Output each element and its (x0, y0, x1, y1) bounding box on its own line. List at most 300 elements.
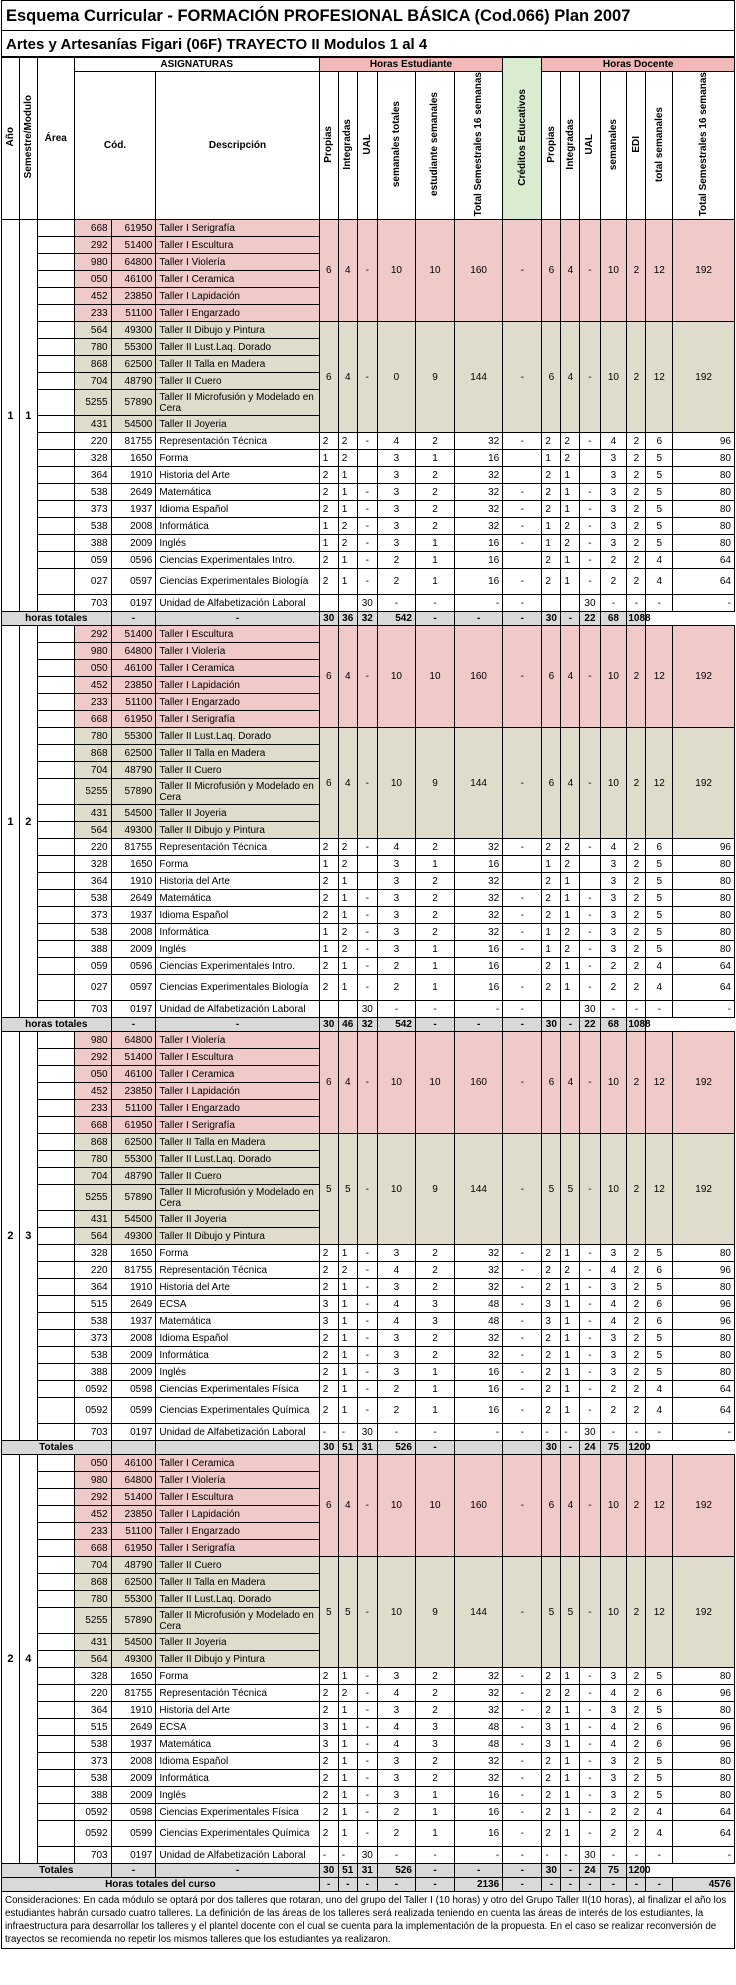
area-blank (37, 1847, 74, 1864)
subject-description: Taller II Cuero (156, 1168, 319, 1185)
area-code: 431 (74, 1634, 111, 1651)
hours-value: 2 (627, 1668, 646, 1685)
hours-value: 3 (600, 873, 627, 890)
area-blank (37, 1770, 74, 1787)
module-total-value (503, 1441, 542, 1455)
area-blank (37, 1228, 74, 1245)
subject-description: Taller II Lust.Laq. Dorado (156, 1151, 319, 1168)
area-blank (37, 450, 74, 467)
area-blank (37, 390, 74, 416)
hours-value: 2 (561, 1685, 580, 1702)
hours-value: 3 (600, 467, 627, 484)
subject-code: 0197 (111, 1424, 156, 1441)
curriculum-table (1, 57, 735, 1892)
area-blank (37, 1151, 74, 1168)
hours-value: 2 (319, 1685, 338, 1702)
area-code: 538 (74, 484, 111, 501)
hours-value: 2 (627, 856, 646, 873)
area-blank (37, 711, 74, 728)
hours-value: 2 (338, 535, 357, 552)
area-blank (37, 535, 74, 552)
hours-value: 6 (646, 1736, 673, 1753)
hours-value: 2 (542, 873, 561, 890)
hours-value: 3 (542, 1736, 561, 1753)
semester-cell: 1 (19, 220, 37, 612)
module-total-value: - (156, 1018, 319, 1032)
hours-value: 5 (646, 1245, 673, 1262)
subject-row (2, 535, 735, 552)
hours-value: 5 (319, 1557, 338, 1668)
module-total-value: - (415, 1441, 454, 1455)
area-blank (37, 1330, 74, 1347)
hours-value: 1 (338, 907, 357, 924)
hours-value: - (580, 1245, 600, 1262)
hours-value: 144 (455, 1134, 503, 1245)
module-total-value: 32 (357, 1018, 377, 1032)
hours-value: 1 (561, 890, 580, 907)
module-total-value: - (415, 1018, 454, 1032)
subject-description: Taller II Cuero (156, 1557, 319, 1574)
module-total-value: 32 (357, 612, 377, 626)
hours-value: - (580, 1134, 600, 1245)
subject-code: 46100 (111, 271, 156, 288)
hours-value: 32 (455, 1702, 503, 1719)
hours-value: 3 (377, 907, 415, 924)
area-code: 0592 (74, 1804, 111, 1821)
area-code: 0592 (74, 1821, 111, 1847)
hours-value: 2 (319, 975, 338, 1001)
hours-value: 3 (600, 924, 627, 941)
course-total-value: - (580, 1878, 600, 1892)
hours-value: 1 (319, 856, 338, 873)
subject-code: 81755 (111, 1262, 156, 1279)
hours-value: 2 (415, 501, 454, 518)
hours-value: 2 (627, 1330, 646, 1347)
subject-row (2, 1668, 735, 1685)
area-code: 538 (74, 518, 111, 535)
hours-value: 3 (377, 535, 415, 552)
hours-value: 1 (561, 484, 580, 501)
hours-value: - (503, 1685, 542, 1702)
area-code: 050 (74, 1066, 111, 1083)
hours-value: - (561, 1424, 580, 1441)
hours-value: 3 (600, 535, 627, 552)
hours-value: 5 (646, 1770, 673, 1787)
area-code: 538 (74, 1770, 111, 1787)
subject-row (2, 1001, 735, 1018)
hours-value: - (503, 322, 542, 433)
hours-value: 0 (377, 322, 415, 433)
hours-value: - (357, 220, 377, 322)
subject-description: Taller II Talla en Madera (156, 1574, 319, 1591)
hours-value: - (503, 595, 542, 612)
hours-value: 2 (319, 1381, 338, 1398)
hours-value: 1 (415, 1821, 454, 1847)
subject-code: 62500 (111, 1134, 156, 1151)
subject-description: Informática (156, 1347, 319, 1364)
hours-value: 3 (600, 1279, 627, 1296)
subject-code: 23850 (111, 1083, 156, 1100)
hours-value: - (357, 924, 377, 941)
hours-value: - (357, 569, 377, 595)
hours-value: - (357, 1455, 377, 1557)
hours-value: 1 (415, 1804, 454, 1821)
hours-value: 1 (338, 1804, 357, 1821)
hours-value: 2 (542, 958, 561, 975)
area-code: 564 (74, 822, 111, 839)
hours-value: 6 (319, 728, 338, 839)
header-cod: Cód. (74, 72, 156, 220)
hours-value: 2 (415, 1279, 454, 1296)
subject-code: 64800 (111, 1472, 156, 1489)
hours-value: 1 (415, 1398, 454, 1424)
hours-value: - (503, 728, 542, 839)
hours-value: - (503, 518, 542, 535)
subject-description: Matemática (156, 484, 319, 501)
area-blank (37, 1719, 74, 1736)
hours-value: 96 (673, 839, 735, 856)
hours-value: 1 (319, 535, 338, 552)
hours-value (503, 450, 542, 467)
hours-value: 1 (561, 1770, 580, 1787)
hours-value: - (357, 1313, 377, 1330)
subject-code: 0599 (111, 1821, 156, 1847)
hours-value: 3 (377, 1279, 415, 1296)
hours-value: 6 (319, 322, 338, 433)
subject-row (2, 1736, 735, 1753)
area-blank (37, 1032, 74, 1049)
hours-value: - (673, 1847, 735, 1864)
hours-value: 2 (627, 484, 646, 501)
hours-value: 6 (319, 626, 338, 728)
subject-code: 57890 (111, 390, 156, 416)
area-code: 364 (74, 873, 111, 890)
hours-value: 4 (338, 1032, 357, 1134)
hours-value: 9 (415, 1134, 454, 1245)
module-total-value: 30 (319, 1018, 338, 1032)
hours-value: 3 (600, 907, 627, 924)
hours-value: 1 (338, 1753, 357, 1770)
subject-code: 0596 (111, 958, 156, 975)
area-blank (37, 1066, 74, 1083)
subject-code: 61950 (111, 1540, 156, 1557)
hours-value: - (646, 595, 673, 612)
area-blank (37, 1134, 74, 1151)
module-total-value: 46 (338, 1018, 357, 1032)
hours-value: - (627, 1424, 646, 1441)
subject-row (2, 1262, 735, 1279)
area-code: 564 (74, 1228, 111, 1245)
subject-code: 46100 (111, 660, 156, 677)
module-total-value: 30 (542, 612, 561, 626)
subject-row (2, 1821, 735, 1847)
hours-value: 80 (673, 1347, 735, 1364)
hours-value: 3 (377, 1787, 415, 1804)
module-total-value (156, 1441, 319, 1455)
hours-value: 3 (600, 1702, 627, 1719)
hours-value: 80 (673, 890, 735, 907)
hours-value: 2 (338, 1262, 357, 1279)
hours-value: - (357, 1736, 377, 1753)
hours-value: - (357, 1685, 377, 1702)
hours-value: 2 (377, 1381, 415, 1398)
hours-value: - (377, 1001, 415, 1018)
hours-value: 10 (600, 626, 627, 728)
hours-value: - (357, 1381, 377, 1398)
subject-row (2, 924, 735, 941)
subject-description: Inglés (156, 1787, 319, 1804)
hours-value: 1 (338, 1296, 357, 1313)
area-blank (37, 1347, 74, 1364)
hours-value: 32 (455, 433, 503, 450)
hours-value: - (357, 535, 377, 552)
hours-value: 3 (377, 1668, 415, 1685)
hours-value: - (600, 595, 627, 612)
hours-value: - (580, 728, 600, 839)
hours-value: 2 (627, 890, 646, 907)
hours-value: 2 (627, 1719, 646, 1736)
subject-row (2, 907, 735, 924)
area-blank (37, 873, 74, 890)
hours-value: 2 (627, 501, 646, 518)
header-est-col: semanales totales (377, 72, 415, 220)
subject-row (2, 1381, 735, 1398)
hours-value: 2 (627, 1685, 646, 1702)
hours-value: 2 (627, 1245, 646, 1262)
module-total-value: - (455, 1018, 503, 1032)
subject-row (2, 1787, 735, 1804)
header-horas-estudiante: Horas Estudiante (319, 58, 502, 72)
hours-value: - (503, 1770, 542, 1787)
subject-code: 1650 (111, 450, 156, 467)
hours-value: 4 (338, 1455, 357, 1557)
hours-value: 3 (600, 1330, 627, 1347)
area-blank (37, 356, 74, 373)
hours-value: 3 (377, 856, 415, 873)
subject-row (2, 958, 735, 975)
subject-code: 51100 (111, 694, 156, 711)
hours-value: 1 (415, 958, 454, 975)
hours-value: - (503, 1398, 542, 1424)
subject-code: 64800 (111, 1032, 156, 1049)
hours-value: 2 (415, 433, 454, 450)
course-total-value: - (415, 1878, 454, 1892)
hours-value: - (580, 626, 600, 728)
hours-value: 1 (319, 924, 338, 941)
subject-description: Representación Técnica (156, 433, 319, 450)
hours-value: 1 (542, 450, 561, 467)
subject-code: 2008 (111, 1753, 156, 1770)
hours-value: - (357, 1702, 377, 1719)
area-blank (37, 941, 74, 958)
hours-value: 2 (319, 1398, 338, 1424)
subject-description: Taller I Engarzado (156, 694, 319, 711)
hours-value: 80 (673, 907, 735, 924)
hours-value: 64 (673, 958, 735, 975)
hours-value: 5 (646, 484, 673, 501)
module-total-value (111, 1441, 156, 1455)
hours-value: 6 (319, 1455, 338, 1557)
area-code: 373 (74, 1753, 111, 1770)
workshop-row (2, 1557, 735, 1574)
module-total-value: - (111, 1018, 156, 1032)
module-total-value: 1088 (628, 613, 651, 625)
hours-value: - (580, 839, 600, 856)
hours-value: 2 (561, 839, 580, 856)
hours-value: 2 (600, 1804, 627, 1821)
hours-value: 144 (455, 1557, 503, 1668)
hours-value: - (503, 1847, 542, 1864)
hours-value: - (600, 1001, 627, 1018)
hours-value: 3 (600, 1668, 627, 1685)
hours-value: 2 (415, 1770, 454, 1787)
hours-value: 10 (377, 1557, 415, 1668)
hours-value: 10 (600, 728, 627, 839)
hours-value: 2 (627, 1134, 646, 1245)
year-cell: 1 (2, 220, 20, 612)
hours-value: - (580, 1313, 600, 1330)
subject-description: Historia del Arte (156, 467, 319, 484)
subject-row (2, 467, 735, 484)
area-blank (37, 1787, 74, 1804)
area-code: 050 (74, 1455, 111, 1472)
subject-code: 55300 (111, 1591, 156, 1608)
subject-description: Representación Técnica (156, 1262, 319, 1279)
hours-value (542, 595, 561, 612)
subject-code: 0197 (111, 1847, 156, 1864)
hours-value: 12 (646, 1455, 673, 1557)
area-blank (37, 1279, 74, 1296)
header-est-col: Total Semestrales 16 semanas (455, 72, 503, 220)
hours-value: 4 (600, 1262, 627, 1279)
hours-value: 10 (415, 626, 454, 728)
subject-row (2, 975, 735, 1001)
hours-value: 2 (542, 501, 561, 518)
hours-value: - (503, 1702, 542, 1719)
subject-code: 64800 (111, 254, 156, 271)
hours-value: - (580, 1347, 600, 1364)
hours-value (319, 595, 338, 612)
hours-value: - (357, 890, 377, 907)
subject-code: 48790 (111, 1168, 156, 1185)
hours-value: 5 (646, 1330, 673, 1347)
header-area: Área (37, 58, 74, 220)
hours-value: 1 (561, 1736, 580, 1753)
hours-value: 4 (338, 220, 357, 322)
module-total-value: 75 (600, 1864, 627, 1878)
hours-value: - (503, 501, 542, 518)
hours-value: 2 (627, 958, 646, 975)
hours-value: 80 (673, 941, 735, 958)
hours-value: - (357, 958, 377, 975)
subject-row (2, 1702, 735, 1719)
hours-value: 48 (455, 1736, 503, 1753)
subject-description: Taller II Talla en Madera (156, 745, 319, 762)
hours-value: - (580, 1685, 600, 1702)
hours-value: 2 (319, 467, 338, 484)
hours-value: 3 (600, 1245, 627, 1262)
area-blank (37, 288, 74, 305)
course-total-label: Horas totales del curso (2, 1878, 320, 1892)
area-blank (37, 1523, 74, 1540)
hours-value: - (627, 1847, 646, 1864)
hours-value: 3 (377, 518, 415, 535)
hours-value: - (503, 941, 542, 958)
hours-value: 5 (646, 1753, 673, 1770)
hours-value: - (580, 1804, 600, 1821)
hours-value: 4 (600, 433, 627, 450)
subject-code: 61950 (111, 1117, 156, 1134)
hours-value: 4 (600, 839, 627, 856)
area-code: 980 (74, 1032, 111, 1049)
hours-value: 5 (338, 1134, 357, 1245)
workshop-row (2, 1134, 735, 1151)
hours-value: 3 (319, 1719, 338, 1736)
hours-value: 5 (542, 1134, 561, 1245)
hours-value: 12 (646, 220, 673, 322)
hours-value: 2 (600, 1398, 627, 1424)
hours-value: - (357, 839, 377, 856)
module-total-value: 526 (377, 1441, 415, 1455)
subject-code: 1910 (111, 1279, 156, 1296)
area-blank (37, 518, 74, 535)
subject-row (2, 1753, 735, 1770)
hours-value: - (503, 1330, 542, 1347)
course-total-value: - (600, 1878, 627, 1892)
hours-value: - (503, 1032, 542, 1134)
hours-value: - (542, 1424, 561, 1441)
module-total-label: horas totales (2, 612, 112, 626)
module-total-value: 542 (377, 1018, 415, 1032)
subject-row (2, 1279, 735, 1296)
subject-row (2, 890, 735, 907)
module-total-value: 30 (542, 1864, 561, 1878)
hours-value: 16 (455, 552, 503, 569)
hours-value: 2 (542, 1753, 561, 1770)
subject-description: Taller I Engarzado (156, 305, 319, 322)
hours-value: 10 (415, 1032, 454, 1134)
hours-value: 2 (415, 1245, 454, 1262)
area-code: 780 (74, 728, 111, 745)
area-code: 780 (74, 1151, 111, 1168)
hours-value: - (357, 941, 377, 958)
area-code: 388 (74, 941, 111, 958)
subject-description: Taller I Engarzado (156, 1100, 319, 1117)
area-code: 220 (74, 1685, 111, 1702)
hours-value: - (503, 907, 542, 924)
area-blank (37, 856, 74, 873)
hours-value: 64 (673, 1398, 735, 1424)
subject-row (2, 1313, 735, 1330)
module-total-value: 30 (542, 1018, 561, 1032)
subject-code: 0598 (111, 1804, 156, 1821)
hours-value: 2 (319, 958, 338, 975)
area-blank (37, 1685, 74, 1702)
subject-description: ECSA (156, 1296, 319, 1313)
hours-value: 1 (338, 1702, 357, 1719)
hours-value: 10 (377, 1134, 415, 1245)
hours-value: 16 (455, 535, 503, 552)
hours-value: 2 (627, 941, 646, 958)
hours-value: - (357, 1245, 377, 1262)
subject-description: Informática (156, 924, 319, 941)
subject-description: Idioma Español (156, 907, 319, 924)
subject-code: 51400 (111, 1049, 156, 1066)
hours-value: 32 (455, 518, 503, 535)
area-code: 780 (74, 339, 111, 356)
hours-value: - (503, 924, 542, 941)
hours-value: 3 (600, 518, 627, 535)
